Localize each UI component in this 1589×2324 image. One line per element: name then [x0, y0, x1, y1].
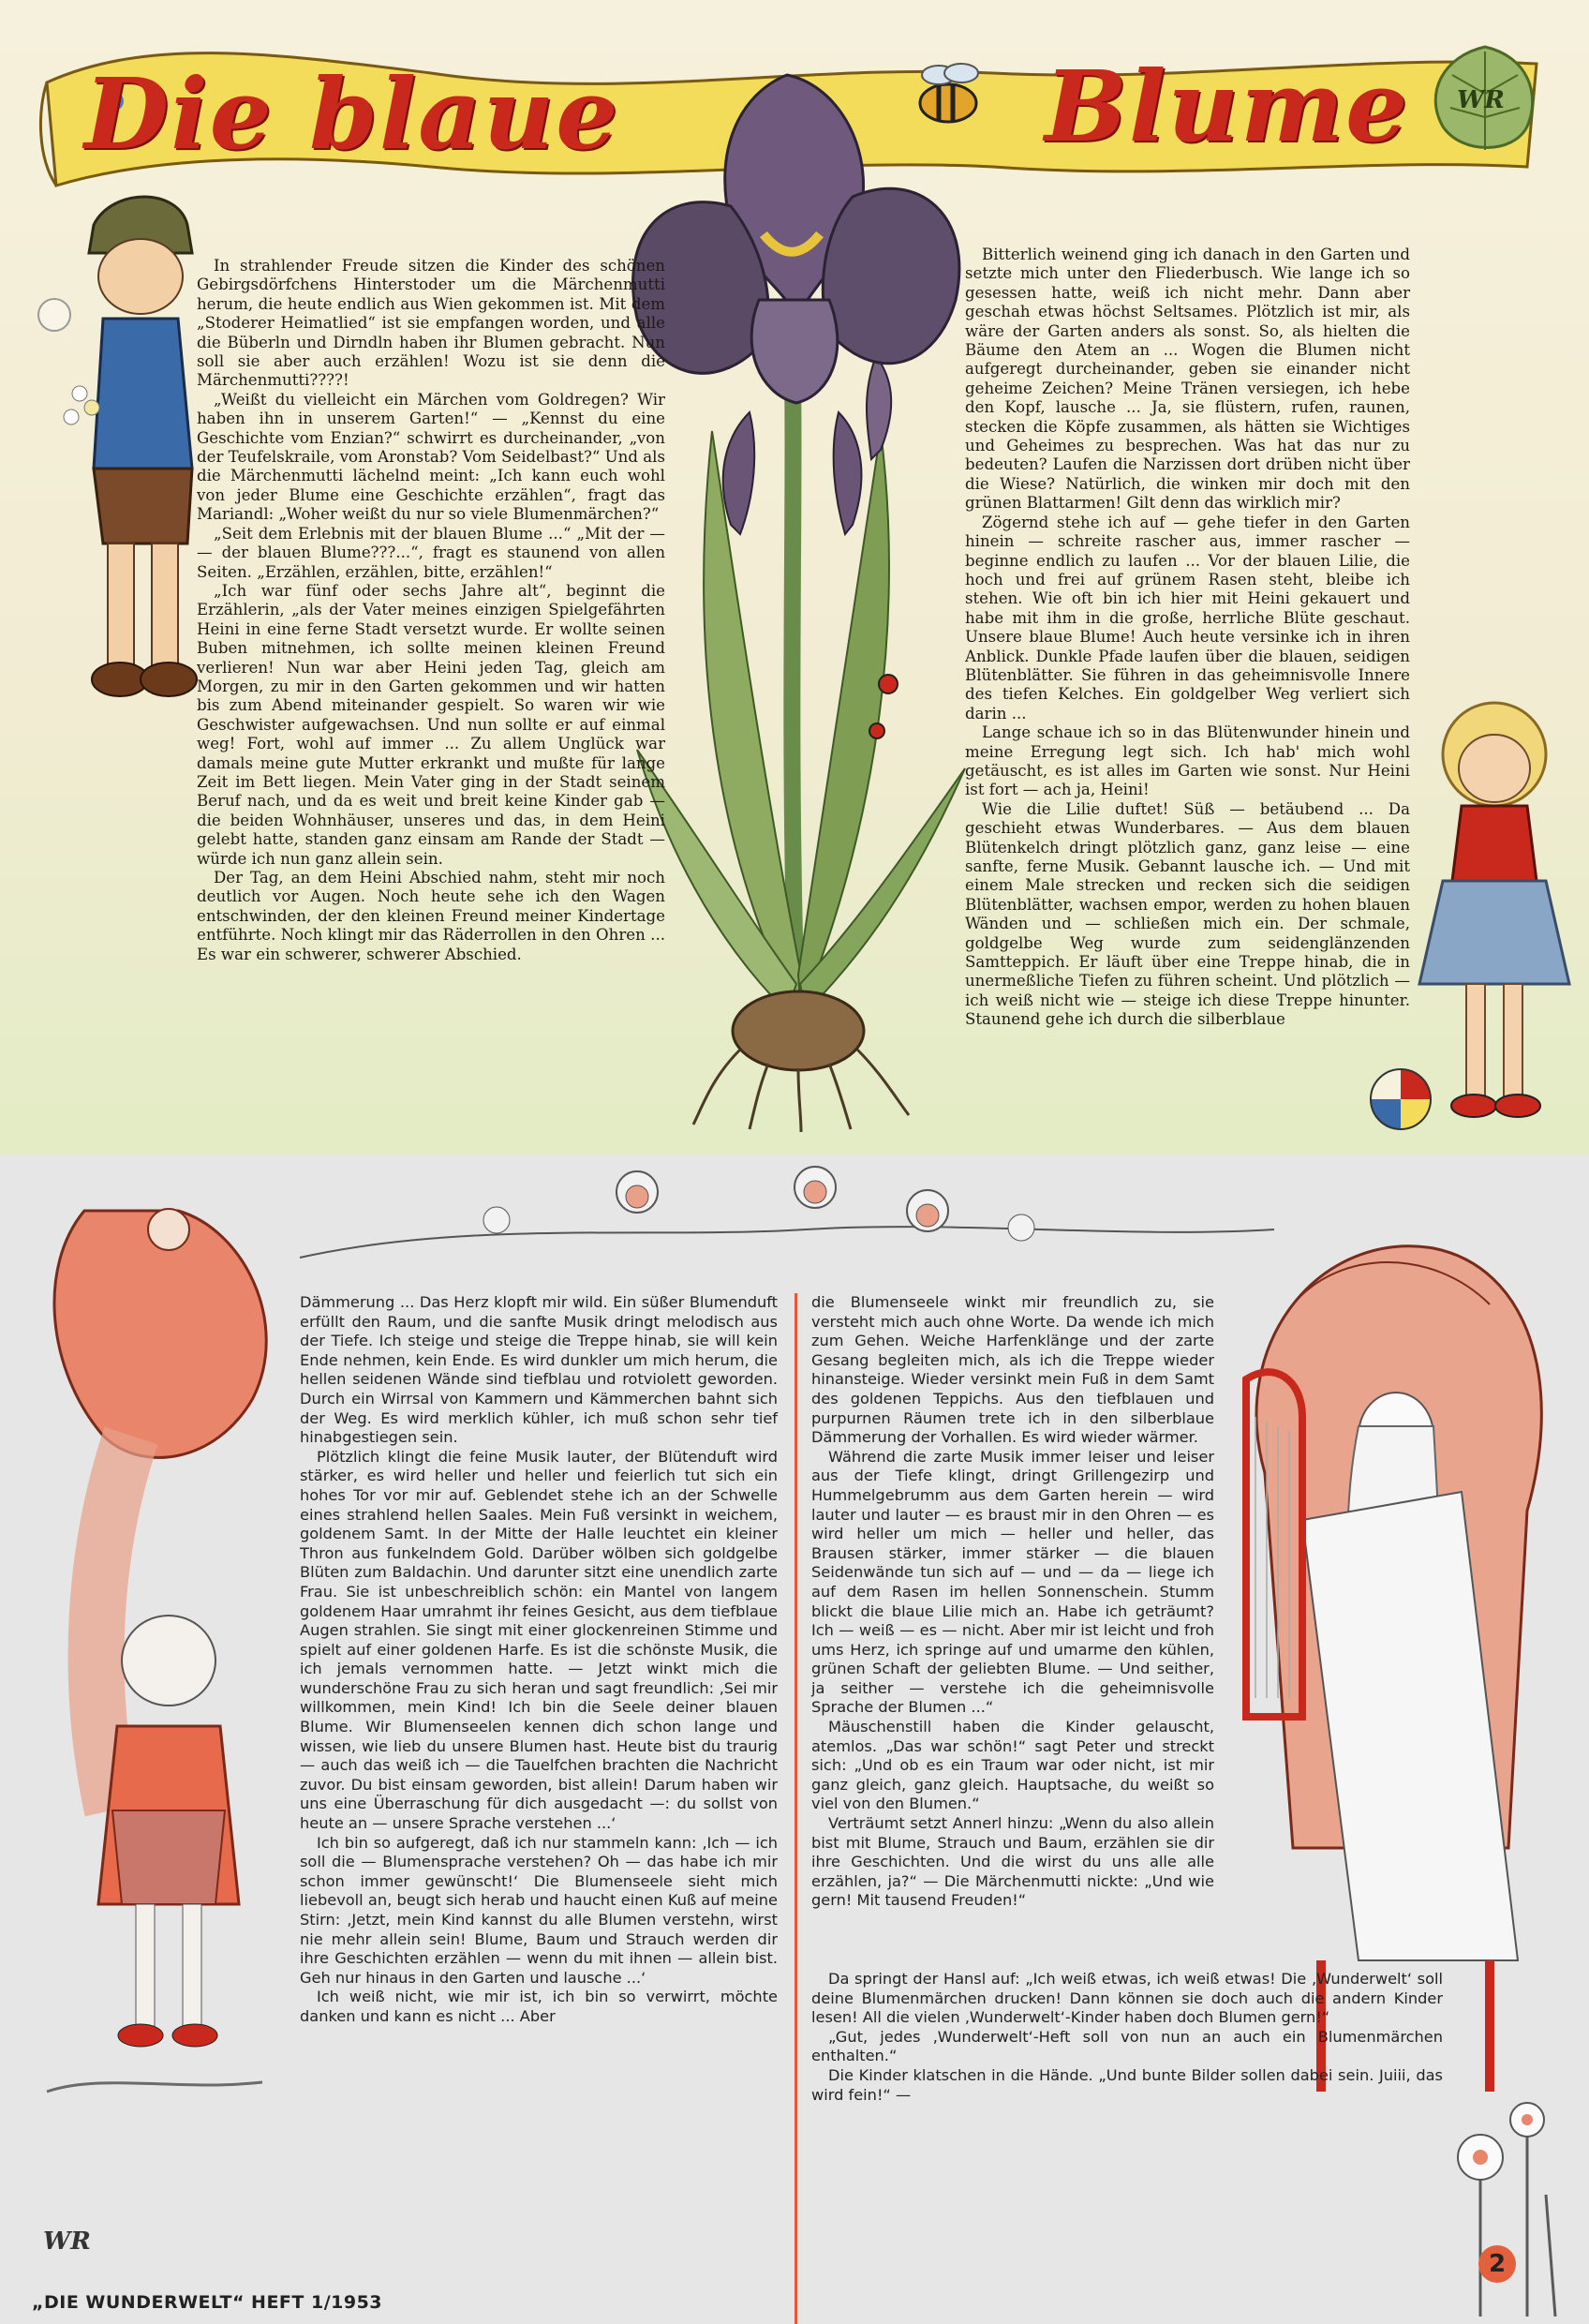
- top-right-text-column: [965, 246, 1410, 1030]
- paragraph: Da springt der Hansl auf: „Ich weiß etwas, ich weiß etwas! Die ‚Wunderwelt‘ soll deine Blumenmärchen drucken! Dann können sie doch auch die andern Kinder lesen! All die vielen ‚Wunderwelt‘-Kinder haben doch Blumen gern!“: [811, 1970, 1443, 2027]
- paragraph: Plötzlich klingt die feine Musik lauter, der Blütenduft wird stärker, es wird heller und heller und feierlich tut sich ein hohes Tor vor mir auf. Geblendet stehe ich an der Schwelle eines strahlend hellen Saales. Mein Fuß versinkt in weichem, goldenem Samt. In der Mitte der Halle leuchtet ein kleiner Thron aus funkelndem Gold. Darüber wölben sich goldgelbe Blüten zum Baldachin. Und darunter sitzt eine unendlich zarte Frau. Sie ist unbeschreiblich schön: ein Mantel von langem goldenem Haar umrahmt ihr feines Gesicht, aus dem tiefblaue Augen strahlen. Sie singt mit einer glockenreinen Stimme und spielt auf einer goldenen Harfe. Es ist die schönste Musik, die ich jemals vernommen hatte. — Jetzt winkt mich die wunderschöne Frau zu sich heran und sagt freundlich: ‚Sei mir willkommen, mein Kind! Ich bin die Seele deiner blauen Blume. Wir Blumenseelen kennen dich schon lange und wissen, wie lieb du unsere Blumen hast. Heute bist du traurig — auch das weiß ich — die Tauelfchen brachten die Nachricht zuvor. Du bist einsam geworden, bist allein! Darum haben wir uns eine Überraschung für dich ausgedacht —: du sollst von heute an — unsere Sprache verstehen ...‘: [300, 1447, 778, 1833]
- bottom-right-text-column: [811, 1293, 1214, 1911]
- monogram: WR: [1457, 86, 1505, 114]
- bottom-left-text-column: [300, 1293, 778, 2027]
- paragraph: „Seit dem Erlebnis mit der blauen Blume ...“ „Mit der — — der blauen Blume???...“, fragt es staunend von allen Seiten. „Erzählen, erzählen, bitte, erzählen!“: [197, 524, 665, 581]
- paragraph: In strahlender Freude sitzen die Kinder des schönen Gebirgsdörfchens Hinterstoder um die Märchenmutti herum, die heute endlich aus Wien gekommen ist. Mit dem „Stoderer Heimatlied“ ist sie empfangen worden, und alle die Büberln und Dirndln haben ihr Blumen gebracht. Nun soll sie aber auch erzählen! Wozu ist sie denn die Märchenmutti????!: [197, 257, 665, 390]
- title-word-left: Die blaue: [84, 56, 620, 171]
- girl-in-dress-illustration: [1410, 693, 1579, 1143]
- paragraph: Lange schaue ich so in das Blütenwunder hinein und meine Erregung legt sich. Ich hab' mich wohl getäuscht, es ist alles im Garten wie sonst. Nur Heini ist fort — ach ja, Heini!: [965, 723, 1410, 799]
- paragraph: Mäuschenstill haben die Kinder gelauscht, atemlos. „Das war schön!“ sagt Peter und streckt sich: „Und ob es ein Traum war oder nicht, ist mir ganz gleich, ganz gleich. Hauptsache, du weißt so viel von den Blumen.“: [811, 1718, 1214, 1813]
- soap-bubble-icon: [37, 298, 71, 332]
- paragraph: Die Kinder klatschen in die Hände. „Und bunte Bilder sollen dabei sein. Juiii, das wird fein!“ —: [811, 2065, 1443, 2104]
- bee-icon: [901, 56, 1004, 141]
- paragraph: Der Tag, an dem Heini Abschied nahm, steht mir noch deutlich vor Augen. Noch heute sehe ich den Wagen entschwinden, der den kleinen Freund meiner Kindertage entführte. Noch klingt mir das Räderrollen in den Ohren ... Es war ein schwerer, schwerer Abschied.: [197, 869, 665, 963]
- column-divider: [794, 1293, 797, 2324]
- paragraph: Ich weiß nicht, wie mir ist, ich bin so verwirrt, möchte danken und kann es nicht ... Aber: [300, 1988, 778, 2025]
- magazine-footer: „DIE WUNDERWELT“ HEFT 1/1953: [32, 2292, 383, 2313]
- title-word-right: Blume: [1045, 49, 1410, 164]
- flower-fairies-border: [281, 1155, 1293, 1267]
- top-left-text-column: [197, 257, 665, 964]
- bottom-wide-text-block: [811, 1970, 1443, 2105]
- paragraph: Verträumt setzt Annerl hinzu: „Wenn du also allein bist mit Blume, Strauch und Baum, erzählen sie dir ihre Geschichten. Und die wirst du uns alle alle erzählen, ja?“ — Die Märchenmutti nickte: „Und wie gern! Mit tausend Freuden!“: [811, 1814, 1214, 1910]
- paragraph: „Gut, jedes ‚Wunderwelt‘-Heft soll von nun an auch ein Blumenmärchen enthalten.“: [811, 2027, 1443, 2065]
- paragraph: Wie die Lilie duftet! Süß — betäubend ... Da geschieht etwas Wunderbares. — Aus dem blauen Blütenkelch dringt plötzlich ganz, ganz leise — eine sanfte, ferne Musik. Gebannt lausche ich. — Und mit einem Male strecken und recken sich die seidigen Blütenblätter, wachsen empor, werden zu hohen blauen Wänden und — schließen mich ein. Der schmale, goldgelbe Weg wurde zum seidenglänzenden Samtteppich. Er läuft über eine Treppe hinab, die in unermeßliche Tiefen zu führen scheint. Und plötzlich — ich weiß nicht wie — steige ich diese Treppe hinunter. Staunend gehe ich durch die silberblaue: [965, 799, 1410, 1029]
- paragraph: Zögernd stehe ich auf — gehe tiefer in den Garten hinein — schreite rascher aus, immer rascher — beginne endlich zu laufen ... Vor der blauen Lilie, die hoch und frei auf grünem Rasen steht, bleibe ich stehen. Wie oft bin ich hier mit Heini gekauert und habe mit ihm in die große, herrliche Blüte geschaut. Unsere blaue Blume! Auch heute versinke ich in ihren Anblick. Dunkle Pfade laufen über die blauen, seidigen Blütenblätter. Sie führen in das geheimnisvolle Innere des tiefen Kelches. Ein goldgelber Weg verliert sich darin ...: [965, 513, 1410, 723]
- paragraph: Bitterlich weinend ging ich danach in den Garten und setzte mich unter den Fliederbusch. Wie lange ich so gesessen hatte, weiß ich nicht mehr. Dann aber geschah etwas höchst Seltsames. Plötzlich ist mir, als wäre der Garten anders als sonst. So, als hielten die Bäume den Atem an ... Wogen die Blumen nicht aufgeregt durcheinander, geben sie einander nicht geheime Zeichen? Meine Tränen versiegen, ich hebe den Kopf, lausche ... Ja, sie flüstern, rufen, raunen, stecken die Köpfe zusammen, als hätten sie Wichtiges und Geheimes zu besprechen. Was hat das nur zu bedeuten? Laufen die Narzissen dort drüben nicht über die Wiese? Natürlich, die winken mir doch mit den grünen Blattarmen! Gilt denn das wirklich mir?: [965, 246, 1410, 513]
- paragraph: Ich bin so aufgeregt, daß ich nur stammeln kann: ‚Ich — ich soll die — Blumensprache verstehen? Oh — das habe ich mir schon immer gewünscht!‘ Die Blumenseele sieht mich liebevoll an, beugt sich herab und haucht einen Kuß auf meine Stirn: ‚Jetzt, mein Kind kannst du alle Blumen verstehn, wirst nie mehr allein sein! Blume, Baum und Strauch werden dir ihre Geschichten erzählen — wenn du mit ihnen — allein bist. Geh nur hinaus in den Garten und lausche ...‘: [300, 1833, 778, 1987]
- paragraph: „Ich war fünf oder sechs Jahre alt“, beginnt die Erzählerin, „als der Vater meines einzigen Spielgefährten Heini in eine ferne Stadt versetzt wurde. Er wollte seinen Buben mitnehmen, ich sollte meinen kleinen Freund verlieren! Nun war aber Heini jeden Tag, gleich am Morgen, zu mir in den Garten gekommen und wir hatten bis zum Abend miteinander gespielt. So waren wir wie Geschwister aufgewachsen. Und nun sollte er auf einmal weg! Fort, wohl auf immer ... Zu allem Unglück war damals meine gute Mutter erkrankt und mußte für lange Zeit im Bett liegen. Mein Vater ging in der Stadt seinem Beruf nach, und da es weit und breit keine Kinder gab — die beiden Wohnhäuser, unseres und das, in dem Heini gelebt hatte, standen ganz einsam am Rande der Stadt — würde ich nun ganz allein sein.: [197, 581, 665, 868]
- paragraph: Während die zarte Musik immer leiser und leiser aus der Tiefe klingt, dringt Grillengezirp und Hummelgebrumm aus dem Garten herein — wird lauter und lauter — es braust mir in den Ohren — es wird heller um mich — heller und heller, das Brausen stärker, immer stärker — die blauen Seidenwände tun sich auf — und — da — liege ich auf dem Rasen im hellen Sonnenschein. Stumm blickt die blaue Lilie mich an. Habe ich geträumt? Ich — weiß — es — nicht. Aber mir ist leicht und froh ums Herz, ich springe auf und umarme den kühlen, grünen Schaft der geliebten Blume. — Und seither, ja seither — verstehe ich die geheimnisvolle Sprache der Blumen ...“: [811, 1447, 1214, 1717]
- signature: WR: [43, 2227, 91, 2256]
- paragraph: Dämmerung ... Das Herz klopft mir wild. Ein süßer Blumenduft erfüllt den Raum, und die sanfte Musik dringt melodisch aus der Tiefe. Ich steige und steige die Treppe hinab, sie will kein Ende nehmen, kein Ende. Es wird dunkler um mich herum, die hellen seidenen Wände sind tiefblau und rotviolett geworden. Durch ein Wirrsal von Kammern und Kämmerchen bahnt sich der Weg. Es wird merklich kühler, ich muß schon sehr tief hinabgestiegen sein.: [300, 1293, 778, 1447]
- page-number: 2: [1478, 2245, 1516, 2283]
- paragraph: die Blumenseele winkt mir freundlich zu, sie versteht mich auch ohne Worte. Da wende ich mich zum Gehen. Weiche Harfenklänge und der zarte Gesang begleiten mich, als ich die Treppe wieder hinansteige. Wieder versinkt mein Fuß in dem Samt des goldenen Teppichs. Aus den tiefblauen und purpurnen Räumen trete ich in den silberblaue Dämmerung der Vorhallen. Es wird wieder wärmer.: [811, 1293, 1214, 1447]
- top-illustrated-section: [0, 0, 1589, 1155]
- ball-icon: [1370, 1068, 1432, 1130]
- daisies-illustration: [1424, 2101, 1583, 2317]
- orange-iris-with-girl-illustration: [28, 1155, 309, 2279]
- paragraph: „Weißt du vielleicht ein Märchen vom Goldregen? Wir haben ihn in unserem Garten!“ — „Kennst du eine Geschichte vom Enzian?“ schwirrt es durcheinander, „von der Teufelskraile, vom Aronstab? Vom Seidelbast?“ Und als die Märchenmutti lächelnd meint: „Ich kann euch wohl von jeder Blume eine Geschichte erzählen“, fragt das Mariandl: „Woher weißt du nur so viele Blumenmärchen?“: [197, 390, 665, 524]
